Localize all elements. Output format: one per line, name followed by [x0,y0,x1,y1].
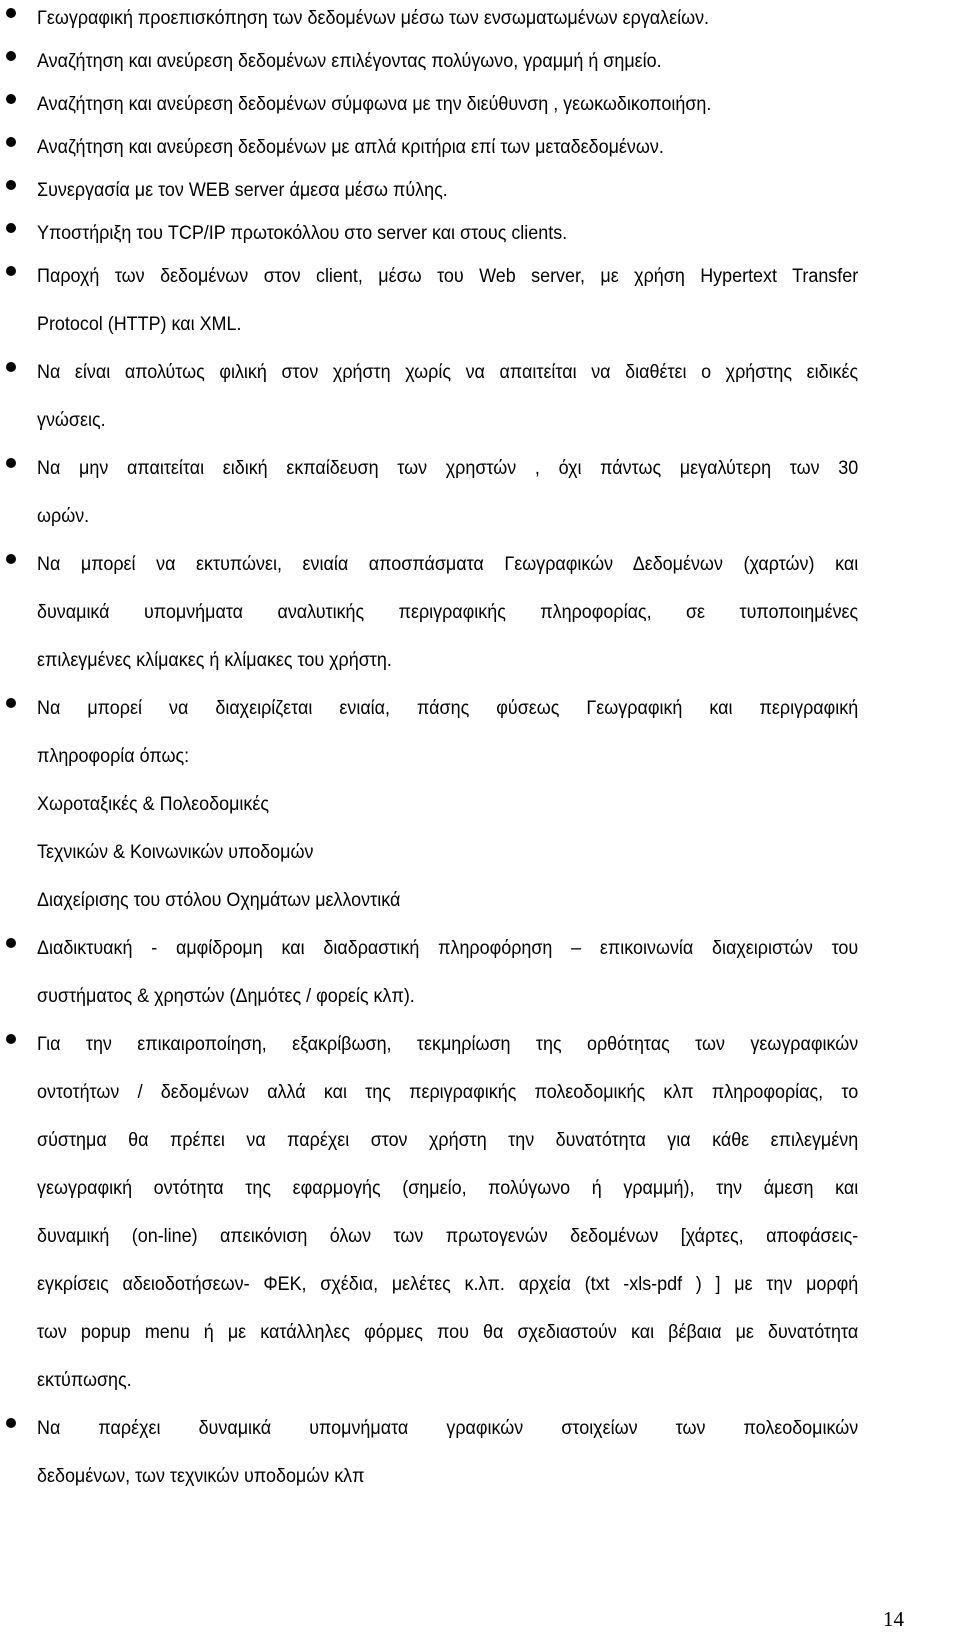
list-item [0,925,920,1021]
list-item [0,0,920,43]
list-item-text: Διαδικτυακή - αμφίδρομη και διαδραστική πληροφόρηση – επικοινωνία διαχειριστών του [37,938,859,959]
list-item-text: Να μπορεί να εκτυπώνει, ενιαία αποσπάσματα Γεωγραφικών Δεδομένων (χαρτών) και [37,554,859,575]
list-item-text: Χωροταξικές & Πολεοδομικές [37,794,270,815]
list-item [0,685,920,925]
list-item [0,253,920,349]
list-item-text: δυναμικά υπομνήματα αναλυτικής περιγραφικής πληροφορίας, σε τυποποιημένες [37,602,859,623]
list-item-text: δυναμική (on-line) απεικόνιση όλων των πρωτογενών δεδομένων [χάρτες, αποφάσεις- [37,1226,859,1247]
list-item-text: Αναζήτηση και ανεύρεση δεδομένων επιλέγοντας πολύγωνο, γραμμή ή σημείο. [37,51,662,72]
list-item-text: Υποστήριξη του TCP/IP πρωτοκόλλου στο server και στους clients. [37,223,568,244]
list-item-text: Να παρέχει δυναμικά υπομνήματα γραφικών στοιχείων των πολεοδομικών [37,1418,859,1439]
list-item-text: Γεωγραφική προεπισκόπηση των δεδομένων μέσω των ενσωματωμένων εργαλείων. [37,8,710,29]
list-item [0,210,920,258]
list-item-text: Αναζήτηση και ανεύρεση δεδομένων σύμφωνα με την διεύθυνση , γεωκωδικοποιήση. [37,94,712,115]
list-item [0,349,920,445]
list-item-text: Για την επικαιροποίηση, εξακρίβωση, τεκμηρίωση της ορθότητας των γεωγραφικών [37,1034,859,1055]
list-item-text: των popup menu ή με κατάλληλες φόρμες που θα σχεδιαστούν και βέβαια με δυνατότητα [37,1322,859,1343]
list-item-text: πληροφορία όπως: [37,746,190,767]
list-item-text: εκτύπωσης. [37,1370,132,1391]
page-number: 14 [883,1607,904,1631]
list-item [0,541,920,685]
list-item [0,81,920,129]
list-item-text: Protocol (HTTP) και XML. [37,314,242,335]
list-item-text: Να μην απαιτείται ειδική εκπαίδευση των χρηστών , όχι πάντως μεγαλύτερη των 30 [37,458,859,479]
list-item [0,38,920,86]
list-item-text: οντοτήτων / δεδομένων αλλά και της περιγραφικής πολεοδομικής κλπ πληροφορίας, το [37,1082,859,1103]
list-item-text: Διαχείρισης του στόλου Οχημάτων μελλοντικά [37,890,401,911]
list-item [0,167,920,215]
list-item [0,1021,920,1405]
list-item-text: Τεχνικών & Κοινωνικών υποδομών [37,842,314,863]
list-item-text: γνώσεις. [37,410,106,431]
list-item [0,445,920,541]
list-item-text: Να είναι απολύτως φιλική στον χρήστη χωρίς να απαιτείται να διαθέτει ο χρήστης ειδικές [37,362,859,383]
list-item-text: ωρών. [37,506,90,527]
list-item-text: Παροχή των δεδομένων στον client, μέσω του Web server, με χρήση Hypertext Transfer [37,266,859,287]
list-item-text: Αναζήτηση και ανεύρεση δεδομένων με απλά κριτήρια επί των μεταδεδομένων. [37,137,664,158]
list-item-text: σύστημα θα πρέπει να παρέχει στον χρήστη την δυνατότητα για κάθε επιλεγμένη [37,1130,859,1151]
list-item-text: επιλεγμένες κλίμακες ή κλίμακες του χρήστη. [37,650,392,671]
list-item-text: Να μπορεί να διαχειρίζεται ενιαία, πάσης φύσεως Γεωγραφική και περιγραφική [37,698,859,719]
list-item-text: συστήματος & χρηστών (Δημότες / φορείς κλπ). [37,986,415,1007]
list-item-text: γεωγραφική οντότητα της εφαρμογής (σημείο, πολύγωνο ή γραμμή), την άμεση και [37,1178,859,1199]
list-item [0,124,920,172]
list-item-text: Συνεργασία με τον WEB server άμεσα μέσω πύλης. [37,180,448,201]
list-item [0,1405,920,1501]
list-item-text: εγκρίσεις αδειοδοτήσεων- ΦΕΚ, σχέδια, μελέτες κ.λπ. αρχεία (txt -xls-pdf ) ] με την μορφή [37,1274,859,1295]
list-item-text: δεδομένων, των τεχνικών υποδομών κλπ [37,1466,365,1487]
